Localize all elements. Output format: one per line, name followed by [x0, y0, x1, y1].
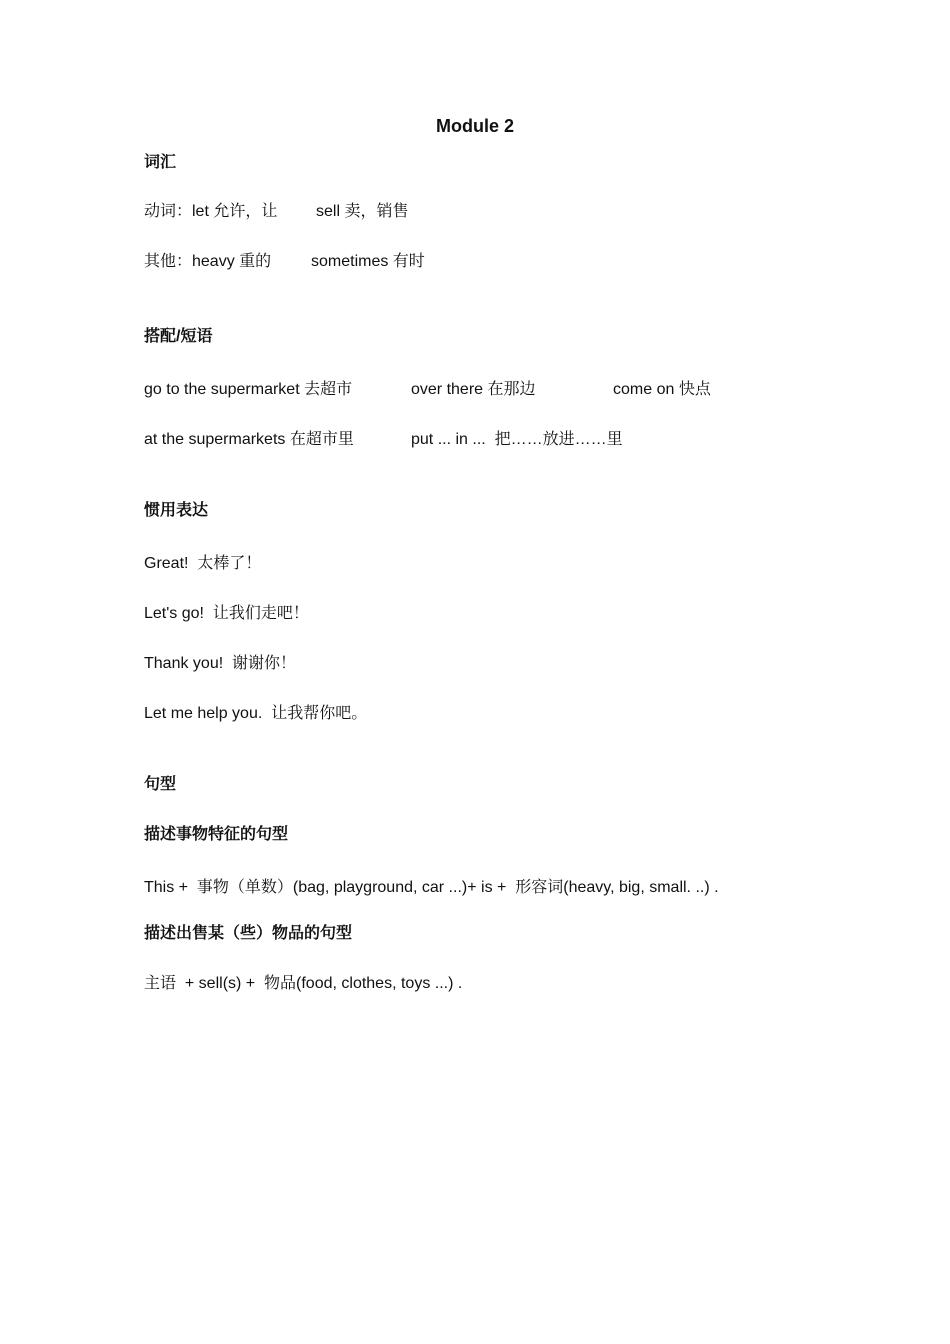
pattern-formula-features: This + 事物（单数）(bag, playground, car ...)+ is + 形容词(heavy, big, small. ..) .	[144, 879, 719, 896]
phrase-over-there: over there 在那边	[411, 381, 536, 398]
pattern-heading-selling: 描述出售某（些）物品的句型	[144, 925, 353, 942]
pattern-formula-selling: 主语 + sell(s) + 物品(food, clothes, toys ...) .	[144, 975, 463, 992]
vocab-other-heavy: heavy 重的	[192, 253, 272, 270]
section-heading-phrases: 搭配/短语	[144, 328, 213, 345]
section-heading-patterns: 句型	[144, 776, 177, 793]
section-heading-vocab: 词汇	[144, 154, 177, 171]
expression-great: Great! 太棒了！	[144, 555, 262, 572]
expression-lets-go: Let's go! 让我们走吧！	[144, 605, 309, 622]
vocab-other-sometimes: sometimes 有时	[311, 253, 425, 270]
phrase-go-to-supermarket: go to the supermarket 去超市	[144, 381, 353, 398]
vocab-verb-sell: sell 卖，销售	[316, 203, 409, 220]
section-heading-expressions: 惯用表达	[144, 502, 209, 519]
vocab-others-label: 其他：	[144, 253, 193, 270]
phrase-put-in: put ... in ... 把……放进……里	[411, 431, 623, 448]
expression-let-me-help: Let me help you. 让我帮你吧。	[144, 705, 368, 722]
pattern-heading-features: 描述事物特征的句型	[144, 826, 289, 843]
phrase-come-on: come on 快点	[613, 381, 711, 398]
vocab-verbs-label: 动词：	[144, 203, 193, 220]
phrase-at-supermarkets: at the supermarkets 在超市里	[144, 431, 354, 448]
page-title: Module 2	[435, 116, 514, 136]
expression-thank-you: Thank you! 谢谢你！	[144, 655, 297, 672]
vocab-verb-let: let 允许，让	[192, 203, 278, 220]
